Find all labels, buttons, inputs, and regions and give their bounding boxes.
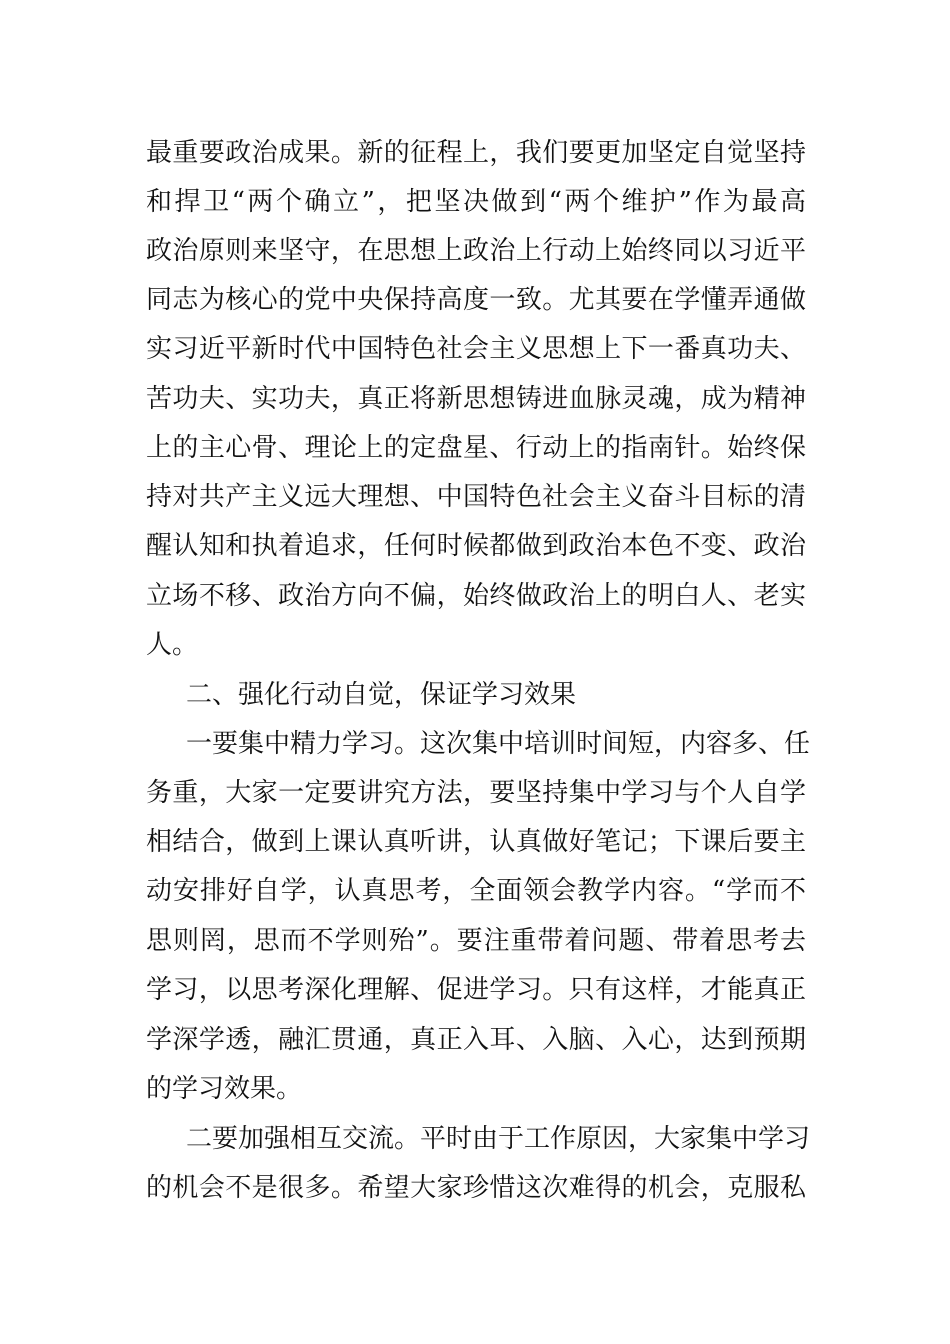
- text-line: 人。: [146, 630, 199, 660]
- text-line: 的学习效果。: [146, 1074, 303, 1104]
- text-line: 和捍卫“两个确立”，把坚决做到“两个维护”作为最高: [146, 187, 806, 217]
- text-line: 政治原则来坚守，在思想上政治上行动上始终同以习近平: [146, 236, 806, 266]
- text-line: 的机会不是很多。希望大家珍惜这次难得的机会，克服私: [146, 1173, 806, 1203]
- text-line: 同志为核心的党中央保持高度一致。尤其要在学懂弄通做: [146, 285, 806, 315]
- text-line: 醒认知和执着追求，任何时候都做到政治本色不变、政治: [146, 531, 806, 561]
- text-line: 务重，大家一定要讲究方法，要坚持集中学习与个人自学: [146, 778, 806, 808]
- text-line: 苦功夫、实功夫，真正将新思想铸进血脉灵魂，成为精神: [146, 384, 806, 414]
- section-heading: 二、强化行动自觉，保证学习效果: [186, 680, 577, 710]
- text-line: 动安排好自学，认真思考，全面领会教学内容。“学而不: [146, 876, 806, 906]
- text-line: 实习近平新时代中国特色社会主义思想上下一番真功夫、: [146, 334, 806, 364]
- text-line: 学深学透，融汇贯通，真正入耳、入脑、入心，达到预期: [146, 1025, 806, 1055]
- paragraph-first-line: 二要加强相互交流。平时由于工作原因，大家集中学习: [186, 1124, 811, 1154]
- text-line: 最重要政治成果。新的征程上，我们要更加坚定自觉坚持: [146, 138, 806, 168]
- text-line: 相结合，做到上课认真听讲，认真做好笔记；下课后要主: [146, 827, 806, 857]
- text-line: 学习，以思考深化理解、促进学习。只有这样，才能真正: [146, 975, 806, 1005]
- text-line: 立场不移、政治方向不偏，始终做政治上的明白人、老实: [146, 581, 806, 611]
- paragraph-first-line: 一要集中精力学习。这次集中培训时间短，内容多、任: [186, 729, 811, 759]
- text-line: 上的主心骨、理论上的定盘星、行动上的指南针。始终保: [146, 433, 806, 463]
- text-line: 思则罔，思而不学则殆”。要注重带着问题、带着思考去: [146, 926, 806, 956]
- text-line: 持对共产主义远大理想、中国特色社会主义奋斗目标的清: [146, 482, 806, 512]
